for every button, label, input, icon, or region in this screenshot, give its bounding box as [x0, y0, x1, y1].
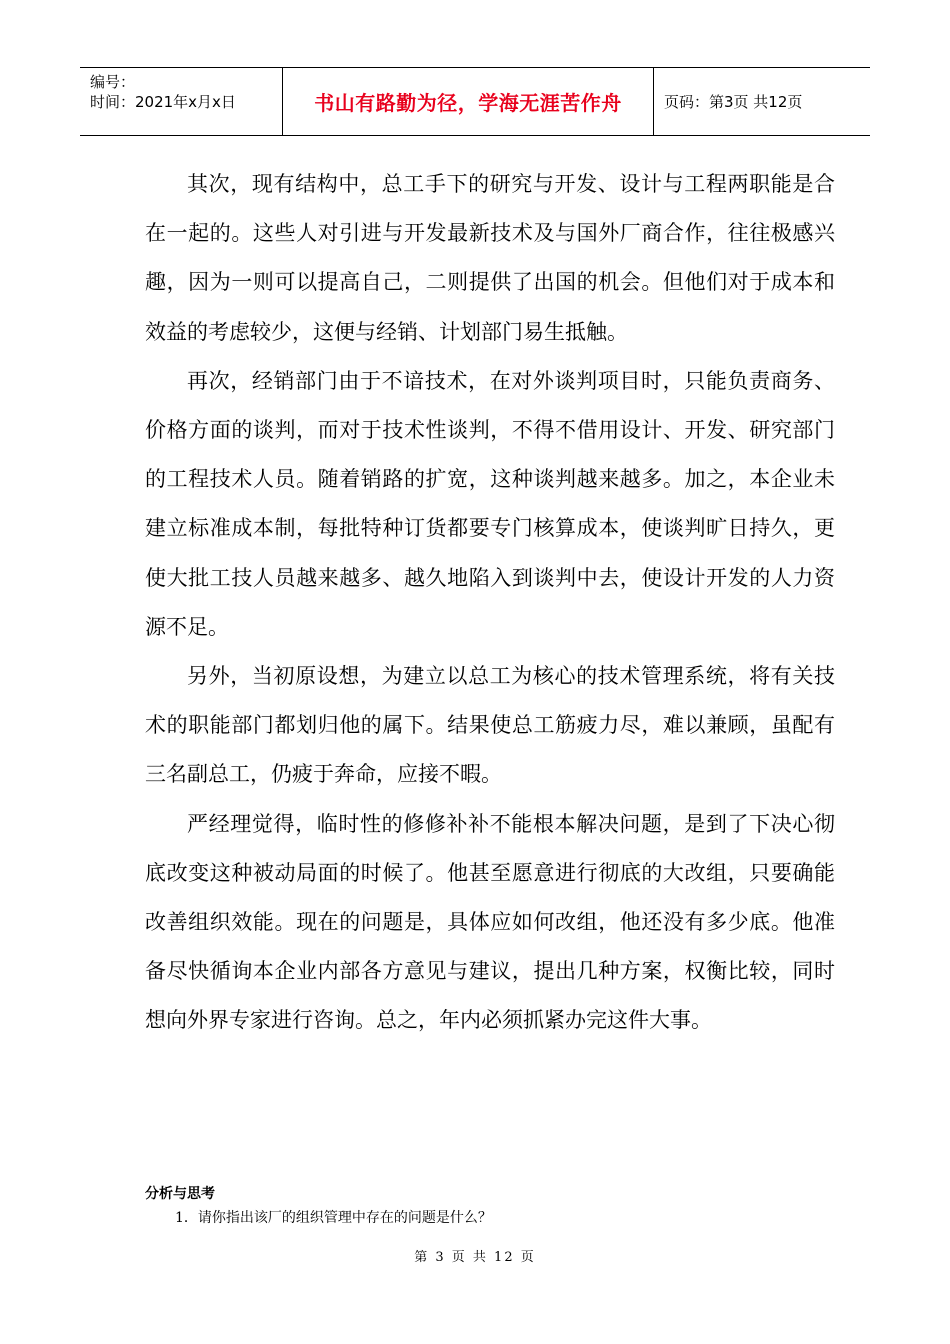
header-page-cell — [654, 68, 870, 135]
header-meta-cell — [80, 68, 283, 135]
question-1: 1．请你指出该厂的组织管理中存在的问题是什么？ — [175, 1210, 492, 1226]
body-text — [145, 160, 835, 1046]
paragraph-4: 严经理觉得，临时性的修修补补不能根本解决问题，是到了下决心彻底改变这种被动局面的时候了。他甚至愿意进行彻底的大改组，只要确能改善组织效能。现在的问题是，具体应如何改组，他还没有多少底。他准备尽快循询本企业内部各方意见与建议，提出几种方案，权衡比较，同时想向外界专家进行咨询。总之，年内必须抓紧办完这件大事。 — [145, 811, 835, 1033]
date-label: 时间：2021年x月x日 — [90, 93, 236, 111]
header-table — [80, 67, 870, 136]
header-motto-cell — [283, 68, 654, 135]
analysis-title: 分析与思考 — [145, 1186, 215, 1202]
paragraph-2: 再次，经销部门由于不谙技术，在对外谈判项目时，只能负责商务、价格方面的谈判，而对于技术性谈判，不得不借用设计、开发、研究部门的工程技术人员。随着销路的扩宽，这种谈判越来越多。加之，本企业未建立标准成本制，每批特种订货都要专门核算成本，使谈判旷日持久，更使大批工技人员越来越多、越久地陷入到谈判中去，使设计开发的人力资源不足。 — [145, 368, 835, 639]
page-info: 页码：第3页 共12页 — [664, 93, 803, 111]
number-label: 编号： — [90, 73, 136, 91]
page-footer: 第 3 页 共 12 页 — [414, 1250, 536, 1265]
paragraph-3: 另外，当初原设想，为建立以总工为核心的技术管理系统，将有关技术的职能部门都划归他的属下。结果使总工筋疲力尽，难以兼顾，虽配有三名副总工，仍疲于奔命，应接不暇。 — [145, 664, 835, 787]
motto-text: 书山有路勤为径，学海无涯苦作舟 — [314, 91, 622, 115]
paragraph-1: 其次，现有结构中，总工手下的研究与开发、设计与工程两职能是合在一起的。这些人对引进与开发最新技术及与国外厂商合作，往往极感兴趣，因为一则可以提高自己，二则提供了出国的机会。但他们对于成本和效益的考虑较少，这便与经销、计划部门易生抵触。 — [145, 172, 835, 344]
